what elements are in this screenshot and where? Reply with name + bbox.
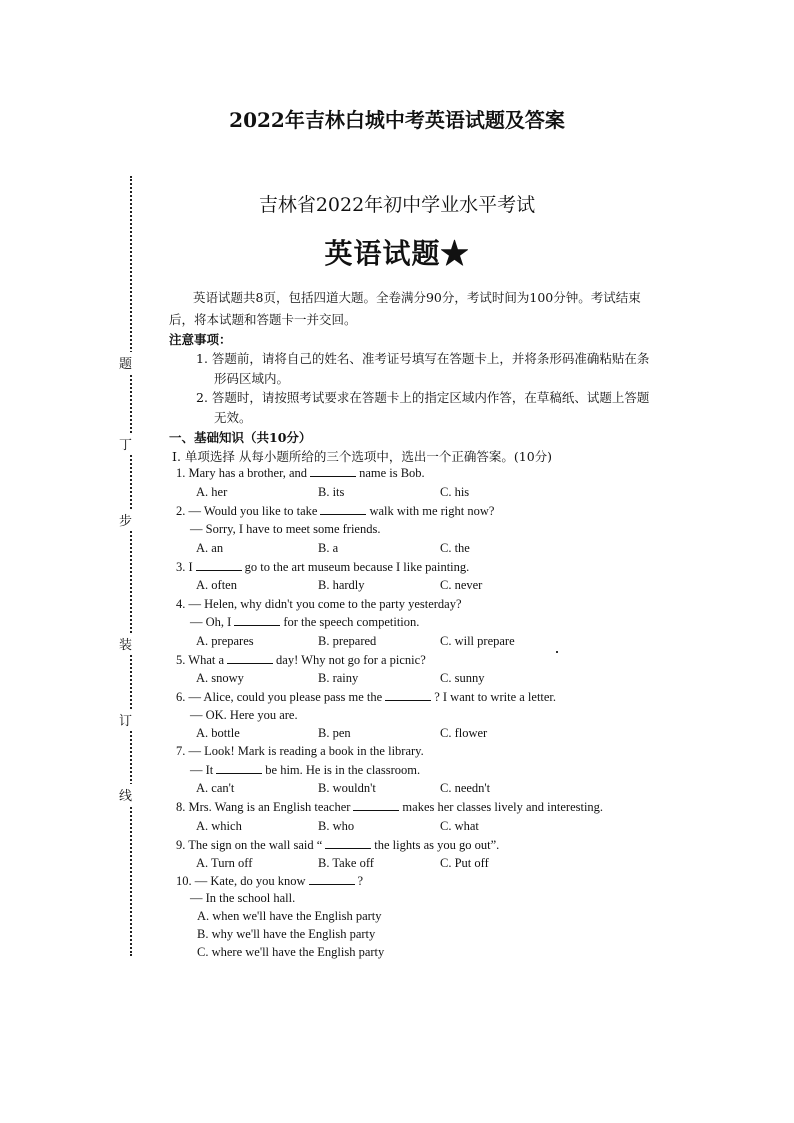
binding-margin-char: 步 <box>119 509 132 530</box>
question-stem: 8. Mrs. Wang is an English teacher makes her classes lively and interesting. <box>176 800 604 814</box>
answer-blank <box>309 874 355 885</box>
exam-title: 英语试题★ <box>324 237 470 270</box>
question-reply: — Oh, I for the speech competition. <box>190 615 420 629</box>
part-heading: Ⅰ. 单项选择 从每小题所给的三个选项中，选出一个正确答案。(10分) <box>172 449 553 464</box>
option-a: A. an <box>196 541 224 555</box>
question-stem: 2. — Would you like to take walk with me right now? <box>176 504 495 518</box>
answer-blank <box>325 838 371 849</box>
answer-blank <box>310 466 356 477</box>
section-heading: 一、基础知识（共10分） <box>169 430 312 445</box>
note-item: 无效。 <box>214 410 252 425</box>
option-c: C. sunny <box>440 671 485 685</box>
option-c: C. what <box>440 819 479 833</box>
option-a: A. when we'll have the English party <box>197 909 382 923</box>
answer-blank <box>353 800 399 811</box>
question-stem: 1. Mary has a brother, and name is Bob. <box>176 466 425 480</box>
option-b: B. prepared <box>318 634 377 648</box>
option-c: C. needn't <box>440 781 491 795</box>
question-reply: — In the school hall. <box>190 891 296 905</box>
answer-blank <box>385 690 431 701</box>
option-a: A. can't <box>196 781 235 795</box>
option-a: A. often <box>196 578 237 592</box>
question-stem: 4. — Helen, why didn't you come to the party yesterday? <box>176 597 462 611</box>
option-a: A. which <box>196 819 242 833</box>
binding-margin-char: 订 <box>119 709 132 730</box>
question-stem: 5. What a day! Why not go for a picnic? <box>176 653 426 667</box>
question-stem: 7. — Look! Mark is reading a book in the library. <box>176 744 424 758</box>
option-c: C. where we'll have the English party <box>197 945 385 959</box>
option-a: A. snowy <box>196 671 244 685</box>
option-b: B. its <box>318 485 345 499</box>
option-b: B. who <box>318 819 355 833</box>
question-stem: 10. — Kate, do you know ? <box>176 874 364 888</box>
question-reply: — It be him. He is in the classroom. <box>190 763 421 777</box>
option-b: B. rainy <box>318 671 359 685</box>
answer-blank <box>196 560 242 571</box>
option-c: C. will prepare <box>440 634 515 648</box>
exam-subtitle: 吉林省2022年初中学业水平考试 <box>258 194 536 216</box>
intro-text: 后，将本试题和答题卡一并交回。 <box>169 312 357 327</box>
option-b: B. hardly <box>318 578 365 592</box>
notes-heading: 注意事项： <box>169 332 232 347</box>
option-c: C. flower <box>440 726 488 740</box>
binding-margin-char: 丁 <box>119 433 132 454</box>
option-b: B. Take off <box>318 856 374 870</box>
answer-blank <box>320 504 366 515</box>
option-b: B. pen <box>318 726 351 740</box>
binding-margin-char: 线 <box>119 784 132 805</box>
option-c: C. Put off <box>440 856 489 870</box>
option-a: A. bottle <box>196 726 240 740</box>
binding-margin-char: 题 <box>119 352 132 373</box>
note-item: 2. 答题时，请按照考试要求在答题卡上的指定区域内作答，在草稿纸、试题上答题 <box>196 390 650 405</box>
option-b: B. a <box>318 541 339 555</box>
option-b: B. why we'll have the English party <box>197 927 376 941</box>
option-c: C. his <box>440 485 470 499</box>
option-a: A. Turn off <box>196 856 253 870</box>
intro-text: 英语试题共8页，包括四道大题。全卷满分90分，考试时间为100分钟。考试结束 <box>193 290 641 305</box>
note-item: 形码区域内。 <box>214 371 290 386</box>
question-reply: — Sorry, I have to meet some friends. <box>190 522 381 536</box>
note-item: 1. 答题前，请将自己的姓名、准考证号填写在答题卡上，并将条形码准确粘贴在条 <box>196 351 650 366</box>
binding-dotted-line <box>130 176 132 956</box>
scan-speck <box>556 651 558 653</box>
question-reply: — OK. Here you are. <box>190 708 298 722</box>
option-a: A. her <box>196 485 228 499</box>
question-stem: 3. I go to the art museum because I like painting. <box>176 560 470 574</box>
binding-margin-char: 装 <box>119 633 132 654</box>
question-stem: 6. — Alice, could you please pass me the ? I want to write a letter. <box>176 690 557 704</box>
option-c: C. the <box>440 541 470 555</box>
answer-blank <box>216 763 262 774</box>
answer-blank <box>227 653 273 664</box>
option-b: B. wouldn't <box>318 781 376 795</box>
question-stem: 9. The sign on the wall said “ the lights as you go out”. <box>176 838 500 852</box>
option-c: C. never <box>440 578 483 592</box>
document-title: 2022年吉林白城中考英语试题及答案 <box>229 108 565 132</box>
answer-blank <box>234 615 280 626</box>
option-a: A. prepares <box>196 634 254 648</box>
